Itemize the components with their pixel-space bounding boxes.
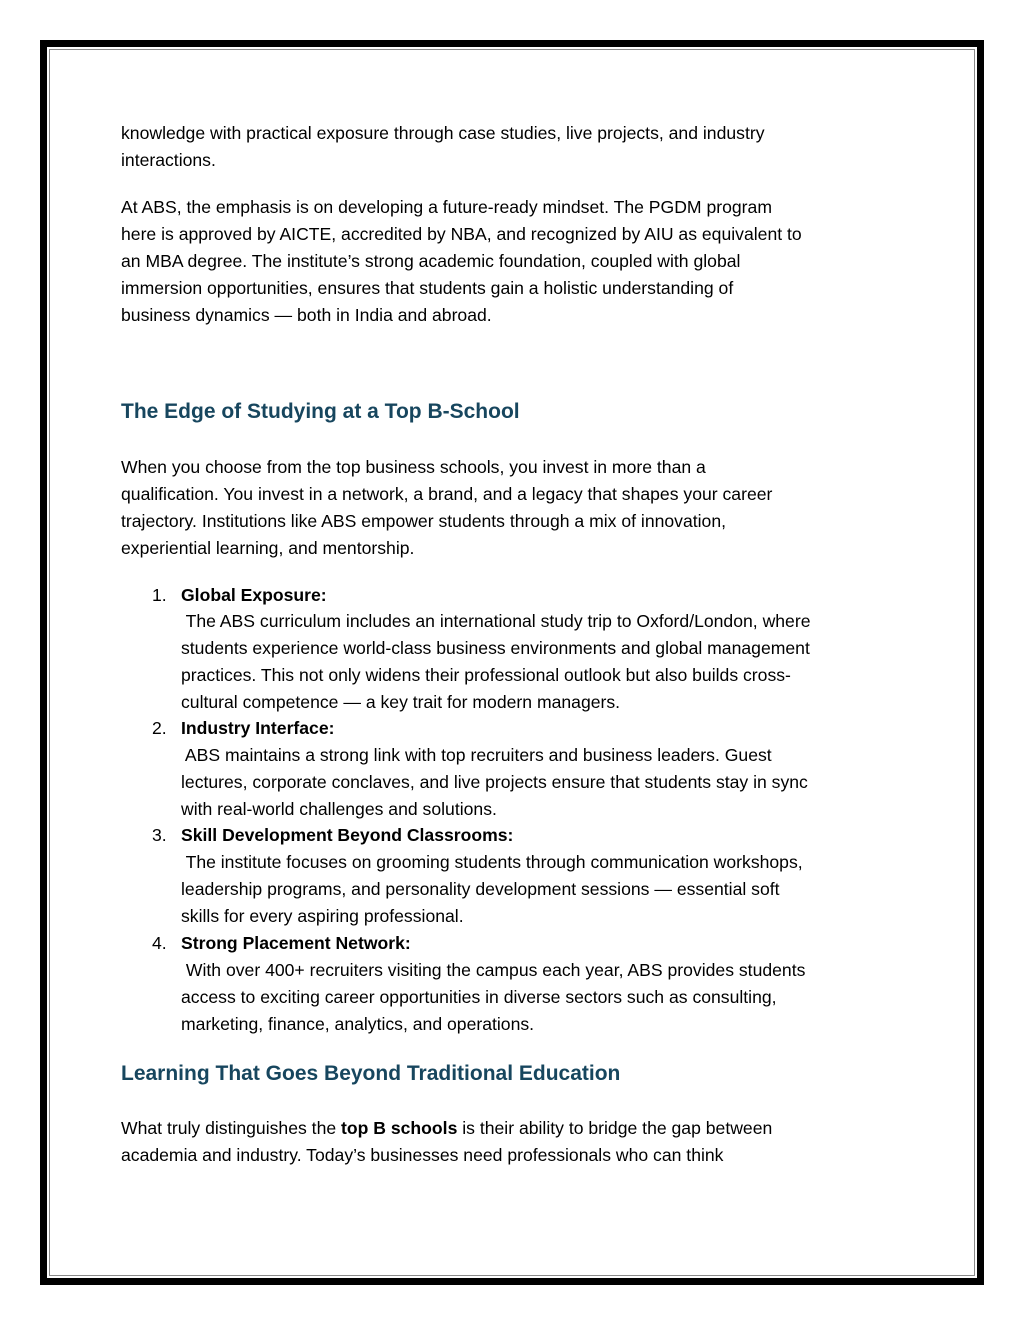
text-line: With over 400+ recruiters visiting the campus each year, ABS provides students	[181, 960, 806, 980]
text-line: skills for every aspiring professional.	[181, 906, 464, 926]
text-line: trajectory. Institutions like ABS empower students through a mix of innovation,	[121, 511, 727, 531]
list-number: 4.	[152, 933, 167, 953]
text-line: cultural competence — a key trait for modern managers.	[181, 692, 621, 712]
text-line: When you choose from the top business schools, you invest in more than a	[121, 457, 706, 477]
text-line: At ABS, the emphasis is on developing a future-ready mindset. The PGDM program	[121, 197, 772, 217]
text-line: qualification. You invest in a network, a brand, and a legacy that shapes your career	[121, 484, 773, 504]
text-line: students experience world-class business environments and global management	[181, 638, 810, 658]
text-line: ABS maintains a strong link with top recruiters and business leaders. Guest	[181, 745, 772, 765]
text-line: business dynamics — both in India and abroad.	[121, 305, 492, 325]
section-heading: Learning That Goes Beyond Traditional Education	[121, 1062, 621, 1085]
text-line: academia and industry. Today’s businesses need professionals who can think	[121, 1145, 724, 1165]
bold-keyword: top B schools	[341, 1118, 458, 1138]
text-line: immersion opportunities, ensures that students gain a holistic understanding of	[121, 278, 734, 298]
text-line: leadership programs, and personality development sessions — essential soft	[181, 879, 780, 899]
text-line: with real-world challenges and solutions.	[181, 799, 497, 819]
text-line: interactions.	[121, 150, 216, 170]
list-number: 2.	[152, 718, 167, 738]
list-item-title: Strong Placement Network:	[181, 933, 411, 953]
text-line	[121, 1118, 772, 1138]
text-line: marketing, finance, analytics, and operations.	[181, 1014, 535, 1034]
text-line: experiential learning, and mentorship.	[121, 538, 415, 558]
section-heading: The Edge of Studying at a Top B-School	[121, 400, 520, 423]
text-line: access to exciting career opportunities in diverse sectors such as consulting,	[181, 987, 777, 1007]
text: is their ability to bridge the gap between	[457, 1118, 773, 1138]
text: What truly distinguishes the	[121, 1118, 342, 1138]
text-line: lectures, corporate conclaves, and live projects ensure that students stay in sync	[181, 772, 808, 792]
list-item-title: Industry Interface:	[181, 718, 335, 738]
text-line: knowledge with practical exposure through case studies, live projects, and industry	[121, 123, 765, 143]
text-line: an MBA degree. The institute’s strong academic foundation, coupled with global	[121, 251, 741, 271]
list-number: 3.	[152, 825, 167, 845]
list-item-title: Global Exposure:	[181, 585, 327, 605]
list-item-title: Skill Development Beyond Classrooms:	[181, 825, 514, 845]
text-line: The ABS curriculum includes an international study trip to Oxford/London, where	[181, 611, 811, 631]
list-number: 1.	[152, 585, 167, 605]
text-line: here is approved by AICTE, accredited by NBA, and recognized by AIU as equivalent to	[121, 224, 802, 244]
text-line: The institute focuses on grooming students through communication workshops,	[181, 852, 803, 872]
text-line: practices. This not only widens their professional outlook but also builds cross-	[181, 665, 791, 685]
